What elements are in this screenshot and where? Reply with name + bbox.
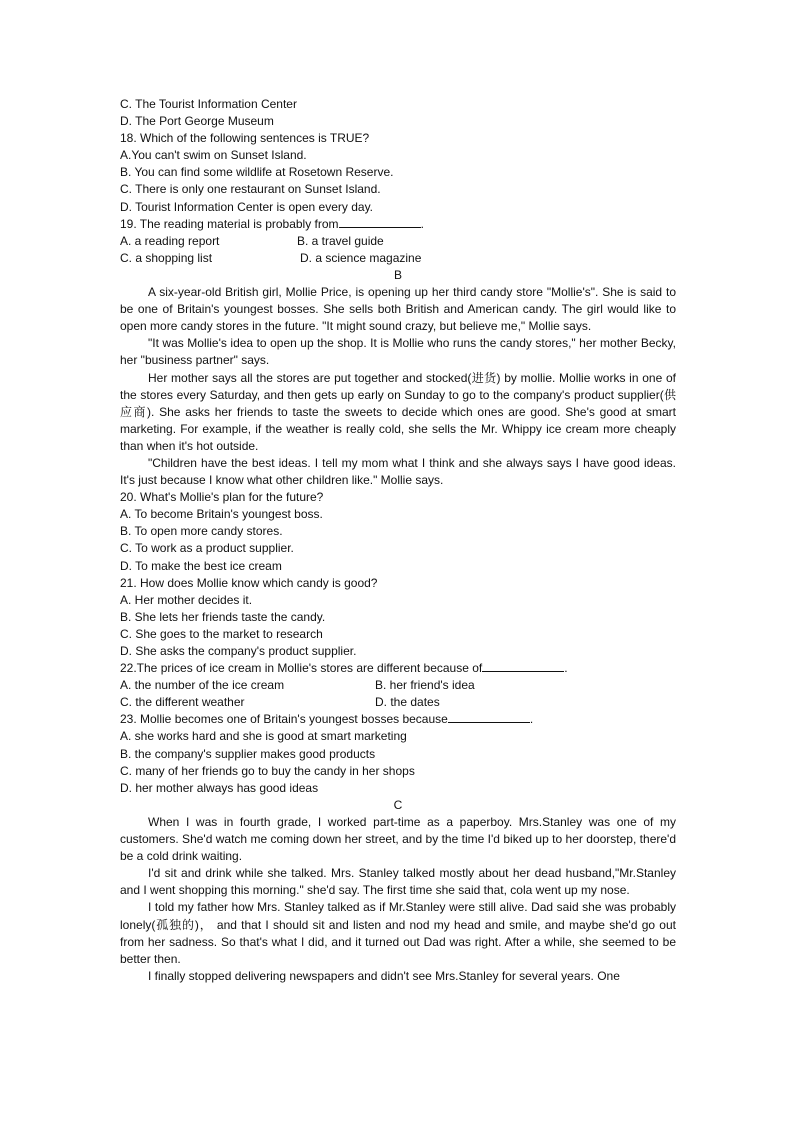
option-line: C. the different weather	[120, 695, 245, 710]
option-line: D. the dates	[375, 695, 440, 710]
question-20-stem: 20. What's Mollie's plan for the future?	[120, 490, 324, 505]
passage-paragraph: I finally stopped delivering newspapers and didn't see Mrs.Stanley for several years. One	[148, 968, 620, 983]
passage-paragraph: "It was Mollie's idea to open up the shop. It is Mollie who runs the candy stores," her mother Becky, her "business partner" says.	[120, 336, 676, 368]
passage-paragraph: I'd sit and drink while she talked. Mrs. Stanley talked mostly about her dead husband,"Mr.Stanley and I went shopping this morning." she'd say. The first time she said that, cola went up my nose.	[120, 866, 676, 898]
option-line: B. You can find some wildlife at Rosetown Reserve.	[120, 165, 394, 180]
document-page	[120, 96, 676, 985]
answer-blank	[482, 660, 564, 672]
option-line: C. a shopping list	[120, 250, 213, 265]
option-line: D. Tourist Information Center is open every day.	[120, 199, 374, 214]
question-22-stem: 22.The prices of ice cream in Mollie's stores are different because of .	[120, 661, 568, 676]
option-line: B. She lets her friends taste the candy.	[120, 609, 326, 624]
option-line: A. Her mother decides it.	[120, 592, 253, 607]
option-line: C. The Tourist Information Center	[120, 97, 297, 111]
passage-paragraph: "Children have the best ideas. I tell my mom what I think and she always says I have good ideas. It's just because I know what other children like." Mollie says.	[120, 455, 676, 488]
passage-paragraph: Her mother says all the stores are put together and stocked(进货) by mollie. Mollie works in one of the stores every Saturday, and then gets up early on Sunday to go to the company's product supplier(供应商). She asks her friends to taste the sweets to decide which ones are good. She's good at smart marketing. For example, if the weather is really cold, she sells the Mr. Whippy ice cream more cheaply than when it's hot outside.	[120, 370, 676, 453]
option-line: D. a science magazine	[300, 250, 422, 265]
option-line: A. the number of the ice cream	[120, 678, 285, 693]
option-line: D. She asks the company's product supplier.	[120, 644, 357, 658]
passage-paragraph: A six-year-old British girl, Mollie Price, is opening up her third candy store "Mollie's". She is said to be one of Britain's youngest bosses. She sells both British and American candy. The girl would like to open more candy stores in the future. "It might sound crazy, but believe me," Mollie says.	[120, 285, 676, 334]
option-line: B. a travel guide	[297, 233, 384, 248]
option-line: C. She goes to the market to research	[120, 626, 323, 641]
option-row	[120, 250, 676, 267]
option-line: A. she works hard and she is good at smart marketing	[120, 729, 407, 744]
question-21-stem: 21. How does Mollie know which candy is good?	[120, 575, 378, 590]
option-row	[120, 694, 676, 711]
option-line: A. a reading report	[120, 233, 220, 248]
passage-paragraph: I told my father how Mrs. Stanley talked as if Mr.Stanley were still alive. Dad said she was probably lonely(孤独的)， and that I should sit and listen and nod my head and smile, and maybe she'd go out from her sadness. So that's what I did, and it turned out Dad was right. After a while, she seemed to be better then.	[120, 900, 676, 966]
section-heading-b: B	[393, 267, 402, 282]
option-line: C. To work as a product supplier.	[120, 541, 294, 556]
option-line: C. many of her friends go to buy the candy in her shops	[120, 763, 415, 778]
section-heading-c: C	[393, 797, 403, 812]
option-row	[120, 233, 676, 250]
option-line: A. To become Britain's youngest boss.	[120, 507, 323, 522]
option-line: D. To make the best ice cream	[120, 558, 282, 573]
option-line: B. To open more candy stores.	[120, 524, 283, 539]
question-19-stem: 19. The reading material is probably from .	[120, 216, 424, 231]
passage-paragraph: When I was in fourth grade, I worked part-time as a paperboy. Mrs.Stanley was one of my customers. She'd watch me coming down her street, and by the time I'd biked up to her doorstep, there'd be a cold drink waiting.	[120, 814, 676, 864]
option-line: D. The Port George Museum	[120, 114, 274, 129]
option-line: A.You can't swim on Sunset Island.	[120, 148, 307, 163]
answer-blank	[448, 711, 530, 723]
option-line: B. the company's supplier makes good products	[120, 746, 376, 761]
question-23-stem: 23. Mollie becomes one of Britain's youngest bosses because .	[120, 712, 534, 727]
option-line: B. her friend's idea	[375, 678, 475, 693]
option-line: C. There is only one restaurant on Sunset Island.	[120, 182, 381, 197]
option-line: D. her mother always has good ideas	[120, 780, 319, 795]
question-18-stem: 18. Which of the following sentences is TRUE?	[120, 131, 370, 146]
option-row	[120, 677, 676, 694]
answer-blank	[339, 216, 421, 228]
